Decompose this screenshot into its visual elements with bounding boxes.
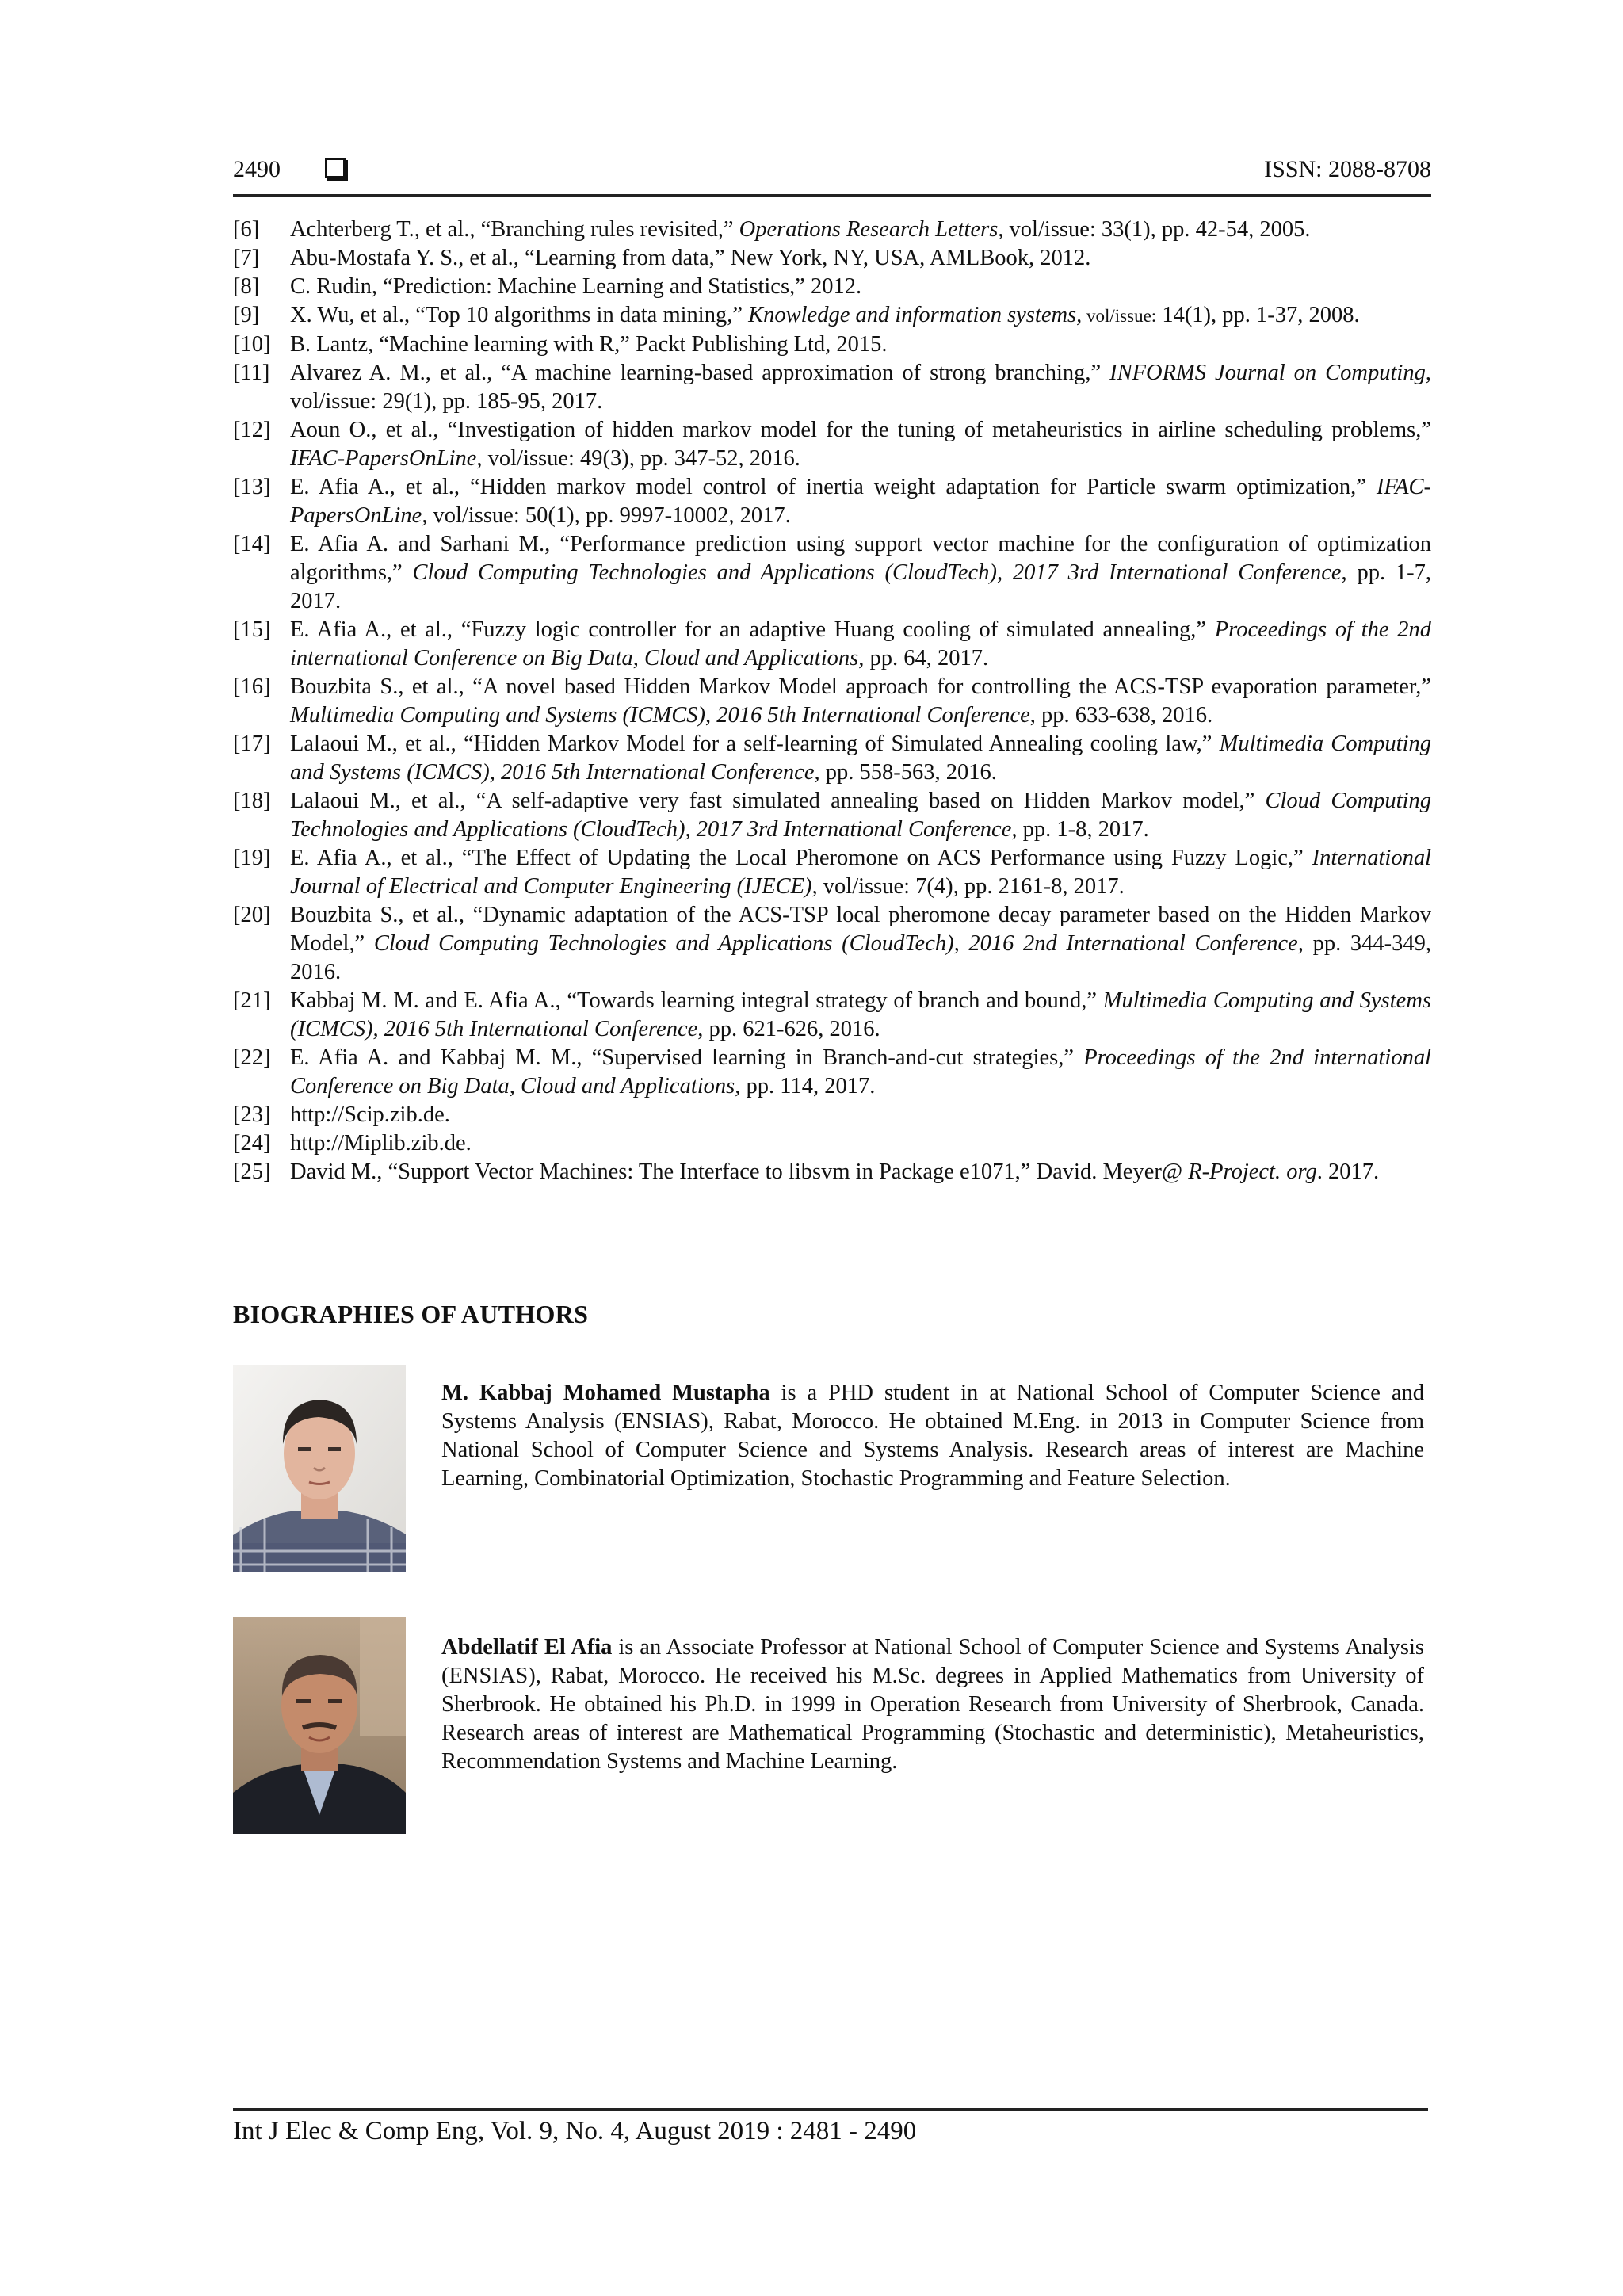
reference-segment: E. Afia A., et al., “Fuzzy logic controller for an adaptive Huang cooling of simulated annealing,” [290, 617, 1215, 642]
reference-text [290, 273, 1431, 301]
reference-segment: vol/issue: 50(1), pp. 9997-10002, 2017. [427, 503, 791, 528]
reference-text [290, 1158, 1431, 1186]
reference-number: [19] [233, 846, 271, 870]
reference-number: [7] [233, 246, 260, 270]
reference-item [233, 673, 1431, 730]
reference-text [290, 901, 1431, 987]
reference-item [233, 1158, 1431, 1186]
reference-segment: E. Afia A. and Kabbaj M. M., “Supervised learning in Branch-and-cut strategies,” [290, 1045, 1084, 1070]
page-header [233, 155, 1431, 197]
reference-segment: vol/issue: 33(1), pp. 42-54, 2005. [1003, 217, 1311, 242]
reference-venue: Multimedia Computing and Systems (ICMCS), 2016 5th International Conference [290, 703, 1030, 728]
reference-segment: Bouzbita S., et al., “Dynamic adaptation of the ACS-TSP local pheromone decay parameter based on the Hidden Markov Model,” [290, 903, 1431, 956]
references-list [233, 216, 1431, 1186]
reference-segment: pp. 558-563, 2016. [819, 760, 997, 785]
reference-segment: Lalaoui M., et al., “Hidden Markov Model for a self-learning of Simulated Annealing cooling law,” [290, 732, 1220, 756]
reference-text [290, 473, 1431, 530]
biographies-heading: BIOGRAPHIES OF AUTHORS [233, 1300, 589, 1328]
reference-number: [9] [233, 303, 260, 327]
reference-text [290, 244, 1431, 273]
reference-number: [18] [233, 789, 271, 813]
reference-venue: International Journal of Electrical and Computer Engineering (IJECE), [290, 846, 1431, 899]
reference-text [290, 673, 1431, 730]
reference-venue: Operations Research Letters, [739, 217, 1004, 242]
reference-text [290, 359, 1431, 416]
reference-number: [8] [233, 274, 260, 299]
reference-number: [20] [233, 903, 271, 927]
reference-venue: Proceedings of the 2nd international Conference on Big Data, Cloud and Applications, [290, 1045, 1431, 1098]
reference-segment: vol/issue: 7(4), pp. 2161-8, 2017. [817, 874, 1125, 899]
reference-venue: IFAC-PapersOnLine, [290, 475, 1431, 528]
reference-item [233, 1044, 1431, 1101]
reference-item [233, 616, 1431, 673]
bio-el-afia [441, 1633, 1424, 1776]
reference-number: [25] [233, 1159, 271, 1184]
reference-number: [16] [233, 674, 271, 699]
bio-name: M. Kabbaj Mohamed Mustapha [441, 1381, 770, 1405]
reference-segment: http://Miplib.zib.de. [290, 1131, 472, 1156]
reference-text [290, 416, 1431, 473]
reference-segment: pp. 344-349, 2016. [290, 931, 1431, 984]
reference-item [233, 416, 1431, 473]
bio-body: is an Associate Professor at National School of Computer Science and Systems Analysis (ENSIAS), Rabat, Morocco. He received his M.Sc. degrees in Applied Mathematics from University of Sherbrook. He obtained his Ph.D. in 1999 in Operation Research from University of Sherbrook, Canada. Research areas of interest are Mathematical Programming (Stochastic and deterministic), Metaheuristics, Recommendation Systems and Machine Learning. [441, 1635, 1424, 1774]
reference-number: [12] [233, 418, 271, 442]
reference-segment: E. Afia A., et al., “Hidden markov model control of inertia weight adaptation for Particle swarm optimization,” [290, 475, 1377, 499]
reference-number: [17] [233, 732, 271, 756]
reference-segment: Achterberg T., et al., “Branching rules revisited,” [290, 217, 739, 242]
reference-text [290, 616, 1431, 673]
reference-segment: vol/issue: [1082, 306, 1157, 326]
reference-segment: http://Scip.zib.de. [290, 1102, 450, 1127]
reference-segment: 14(1), pp. 1-37, 2008. [1156, 303, 1360, 327]
reference-text [290, 1129, 1431, 1158]
reference-venue: Cloud Computing Technologies and Applications (CloudTech), 2016 2nd International Conference, [373, 931, 1304, 956]
reference-number: [6] [233, 217, 260, 242]
reference-item [233, 473, 1431, 530]
reference-text [290, 787, 1431, 844]
issn: ISSN: 2088-8708 [1264, 156, 1431, 182]
bio-body: is a PHD student in at National School of Computer Science and Systems Analysis (ENSIAS), Rabat, Morocco. He obtained M.Eng. in 2013 in Computer Science from National School of Computer Science and Systems Analysis. Research areas of interest are Machine Learning, Combinatorial Optimization, Stochastic Programming and Feature Selection. [441, 1381, 1424, 1491]
reference-item [233, 244, 1431, 273]
reference-segment: pp. 1-8, 2017. [1017, 817, 1149, 842]
reference-item [233, 216, 1431, 244]
reference-text [290, 1044, 1431, 1101]
reference-number: [13] [233, 475, 271, 499]
reference-text [290, 844, 1431, 901]
author-photo-el-afia [233, 1617, 406, 1834]
reference-item [233, 1129, 1431, 1158]
reference-text [290, 216, 1431, 244]
reference-item [233, 530, 1431, 616]
reference-number: [15] [233, 617, 271, 642]
reference-number: [11] [233, 361, 270, 385]
reference-segment: pp. 114, 2017. [740, 1074, 876, 1098]
reference-number: [23] [233, 1102, 271, 1127]
page-footer: Int J Elec & Comp Eng, Vol. 9, No. 4, August 2019 : 2481 - 2490 [233, 2108, 1428, 2146]
bio-kabbaj [441, 1379, 1424, 1493]
reference-segment: C. Rudin, “Prediction: Machine Learning and Statistics,” 2012. [290, 274, 862, 299]
reference-item [233, 901, 1431, 987]
reference-venue: Multimedia Computing and Systems (ICMCS), 2016 5th International Conference, [290, 732, 1431, 785]
author-photo-kabbaj [233, 1365, 406, 1572]
bio-name: Abdellatif El Afia [441, 1635, 613, 1660]
reference-item [233, 730, 1431, 787]
reference-item [233, 987, 1431, 1044]
reference-text [290, 530, 1431, 616]
reference-text [290, 730, 1431, 787]
reference-number: [24] [233, 1131, 271, 1156]
reference-segment: Alvarez A. M., et al., “A machine learning-based approximation of strong branching,” [290, 361, 1110, 385]
reference-segment: . 2017. [1316, 1159, 1380, 1184]
reference-item [233, 1101, 1431, 1129]
reference-segment: Lalaoui M., et al., “A self-adaptive very fast simulated annealing based on Hidden Markov model,” [290, 789, 1266, 813]
reference-item [233, 273, 1431, 301]
reference-item [233, 787, 1431, 844]
reference-item [233, 844, 1431, 901]
reference-segment: , pp. 1-7, 2017. [290, 560, 1431, 613]
reference-segment: pp. 64, 2017. [864, 646, 989, 670]
reference-venue: Proceedings of the 2nd international Conference on Big Data, Cloud and Applications, [290, 617, 1431, 670]
reference-segment: , vol/issue: 49(3), pp. 347-52, 2016. [476, 446, 800, 471]
reference-venue: R-Project. org [1188, 1159, 1317, 1184]
reference-segment: Kabbaj M. M. and E. Afia A., “Towards learning integral strategy of branch and bound,” [290, 988, 1103, 1013]
reference-segment: E. Afia A. and Sarhani M., “Performance prediction using support vector machine for the configuration of optimization algorithms,” [290, 532, 1431, 585]
reference-number: [10] [233, 332, 271, 357]
reference-number: [14] [233, 532, 271, 556]
reference-segment: Bouzbita S., et al., “A novel based Hidden Markov Model approach for controlling the ACS-TSP evaporation parameter,” [290, 674, 1431, 699]
reference-item [233, 301, 1431, 330]
reference-venue: INFORMS Journal on Computing [1109, 361, 1426, 385]
reference-text [290, 330, 1431, 359]
reference-venue: Cloud Computing Technologies and Applications (CloudTech), 2017 3rd International Conference [412, 560, 1342, 585]
reference-number: [21] [233, 988, 271, 1013]
reference-segment: E. Afia A., et al., “The Effect of Updating the Local Pheromone on ACS Performance using Fuzzy Logic,” [290, 846, 1312, 870]
reference-item [233, 359, 1431, 416]
reference-venue: Cloud Computing Technologies and Applications (CloudTech), 2017 3rd International Conference, [290, 789, 1432, 842]
reference-segment: Aoun O., et al., “Investigation of hidden markov model for the tuning of metaheuristics in airline scheduling problems,” [290, 418, 1431, 442]
reference-number: [22] [233, 1045, 271, 1070]
reference-venue: Knowledge and information systems, [748, 303, 1083, 327]
reference-segment: X. Wu, et al., “Top 10 algorithms in data mining,” [290, 303, 749, 327]
reference-segment: , vol/issue: 29(1), pp. 185-95, 2017. [290, 361, 1431, 414]
reference-segment: , pp. 633-638, 2016. [1029, 703, 1213, 728]
reference-segment: Abu-Mostafa Y. S., et al., “Learning from data,” New York, NY, USA, AMLBook, 2012. [290, 246, 1091, 270]
reference-segment: David M., “Support Vector Machines: The Interface to libsvm in Package e1071,” David. Meyer@ [290, 1159, 1189, 1184]
reference-text [290, 987, 1431, 1044]
reference-text [290, 1101, 1431, 1129]
reference-venue: IFAC-PapersOnLine [290, 446, 477, 471]
square-bullet-icon [325, 158, 346, 178]
reference-segment: B. Lantz, “Machine learning with R,” Packt Publishing Ltd, 2015. [290, 332, 888, 357]
reference-text [290, 301, 1431, 330]
page-number: 2490 [233, 156, 281, 182]
reference-segment: , pp. 621-626, 2016. [697, 1017, 880, 1041]
reference-venue: Multimedia Computing and Systems (ICMCS), 2016 5th International Conference [290, 988, 1431, 1041]
reference-item [233, 330, 1431, 359]
